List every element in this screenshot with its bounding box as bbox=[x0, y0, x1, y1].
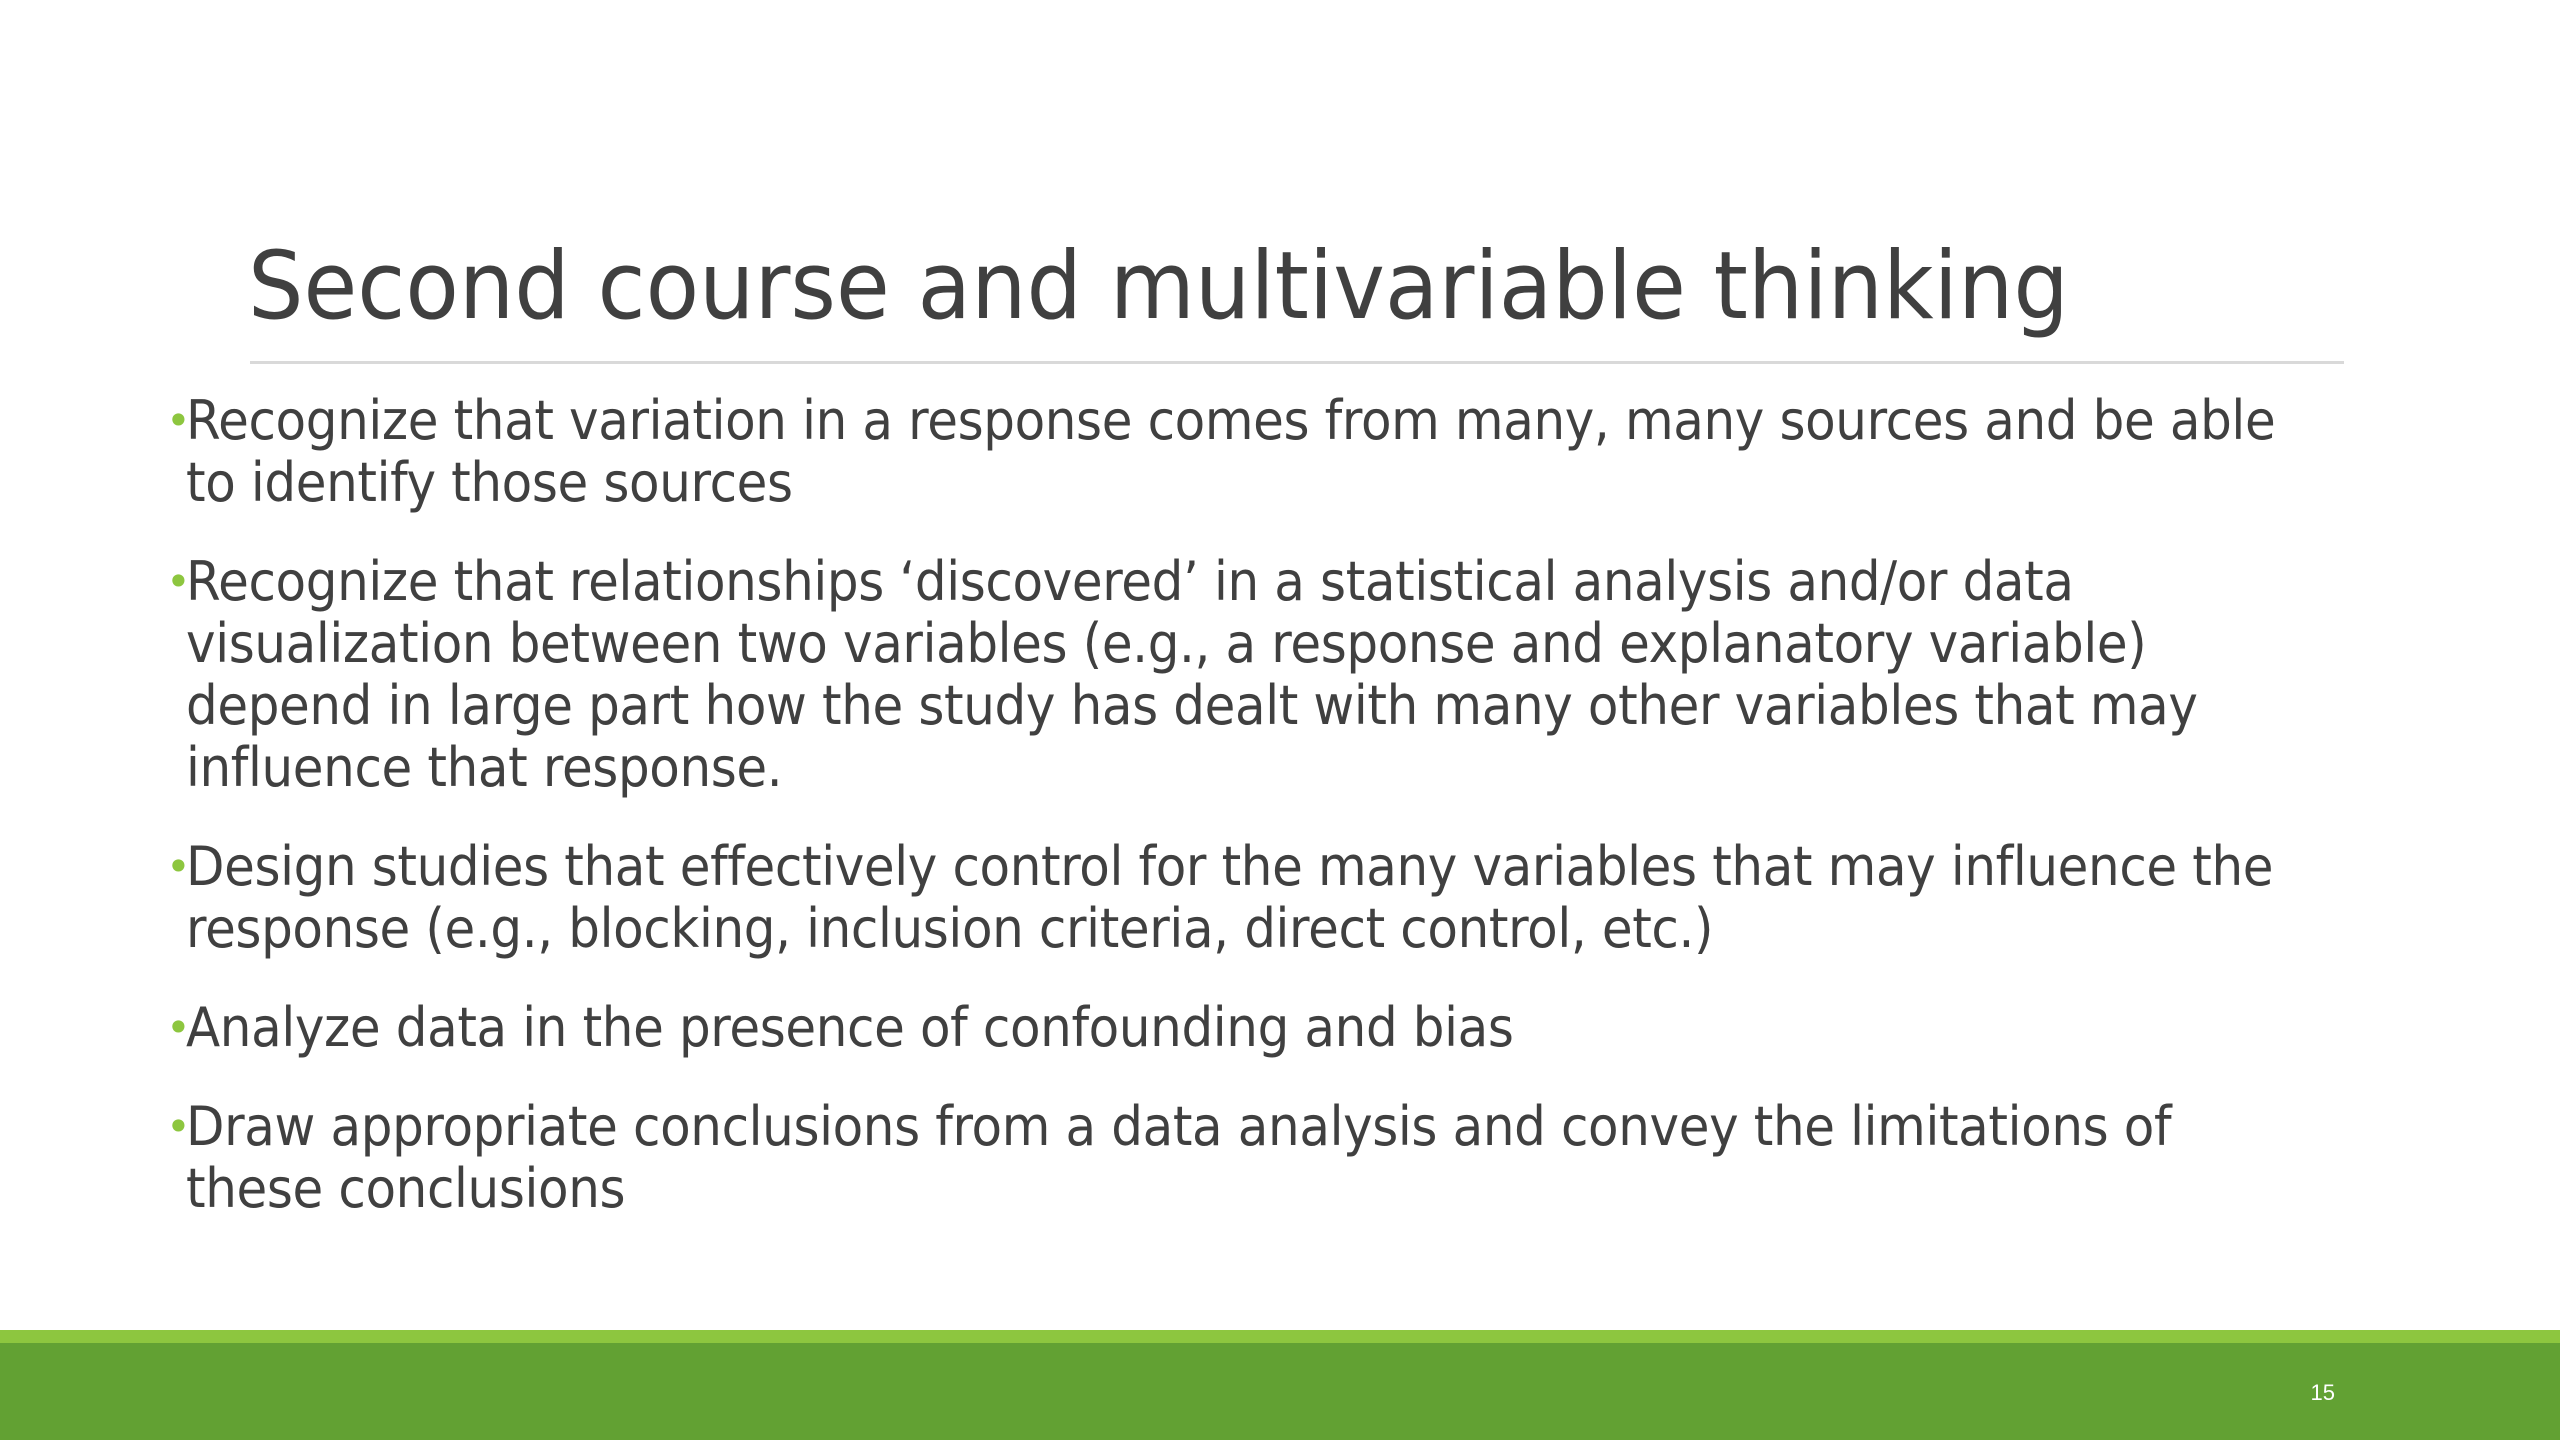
bullet-icon: • bbox=[166, 1003, 191, 1052]
bullet-item bbox=[162, 997, 2272, 1059]
bullet-text: Design studies that effectively control for the many variables that may influence the response (e.g., blocking, inclusion criteria, direct control, etc.) bbox=[186, 835, 2274, 960]
bullet-item bbox=[162, 836, 2272, 960]
bullet-icon: • bbox=[166, 557, 191, 606]
bullet-text: Analyze data in the presence of confounding and bias bbox=[186, 996, 1514, 1059]
bullet-item bbox=[162, 389, 2276, 514]
slide-title: Second course and multivariable thinking bbox=[248, 232, 2069, 341]
bullet-text: Recognize that relationships ‘discovered’ in a statistical analysis and/or data visualization between two variables (e.g., a response and explanatory variable) depend in large part how the study has dealt with many other variables that may influence that response. bbox=[186, 550, 2198, 799]
bullet-icon: • bbox=[166, 1102, 191, 1151]
bullet-list bbox=[162, 389, 2276, 1257]
footer-bar bbox=[0, 1343, 2560, 1440]
bullet-text: Draw appropriate conclusions from a data analysis and convey the limitations of these conclusions bbox=[186, 1095, 2172, 1220]
title-divider bbox=[250, 361, 2344, 364]
bullet-icon: • bbox=[166, 396, 191, 445]
slide-number: 15 bbox=[2310, 1380, 2335, 1405]
bullet-icon: • bbox=[166, 842, 191, 891]
bullet-item bbox=[162, 1096, 2272, 1220]
bullet-item bbox=[162, 551, 2272, 799]
bullet-text: Recognize that variation in a response comes from many, many sources and be able to identify those sources bbox=[186, 389, 2276, 514]
footer-accent-stripe bbox=[0, 1330, 2560, 1343]
